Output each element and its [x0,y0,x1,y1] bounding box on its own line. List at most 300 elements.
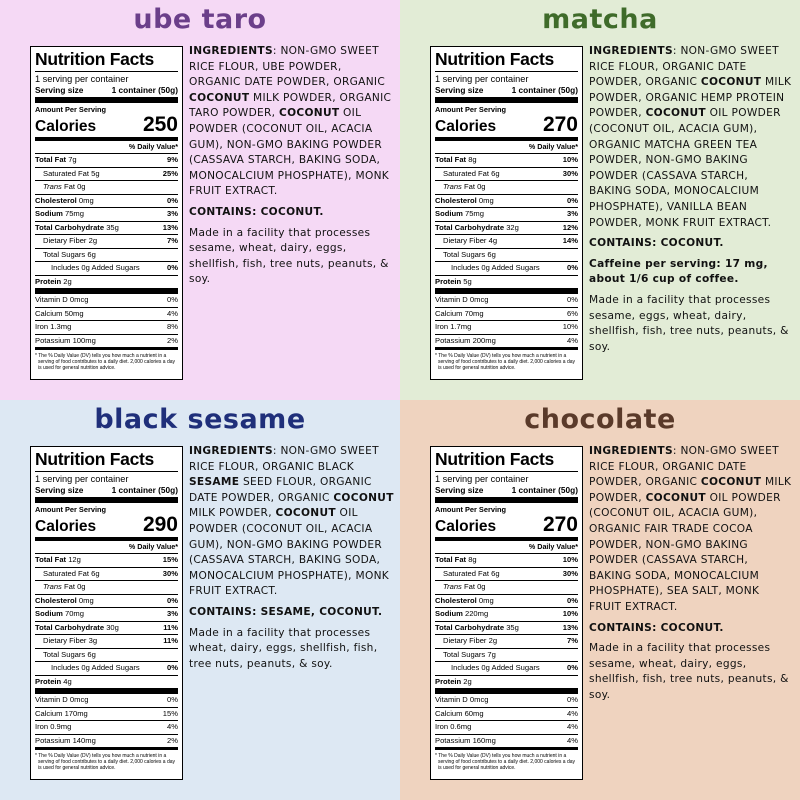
nutrition-facts-title: Nutrition Facts [35,450,178,472]
nutrient-daily-value: 0% [167,263,178,272]
nutrient-row [35,735,178,751]
nutrient-row [435,168,578,182]
nutrient-daily-value: 3% [167,209,178,218]
caffeine-info: Caffeine per serving: 17 mg, about 1/6 cup of coffee. [589,257,768,286]
nutrient-name: Iron [435,322,449,331]
nutrient-amount: 12g [68,555,81,564]
nutrient-name: Vitamin D [435,295,468,304]
nutrient-name: Total Carbohydrate [435,222,505,232]
nutrient-row [35,635,178,649]
nutrient-row [435,635,578,649]
nutrient-amount: Fat 0g [463,582,486,591]
nutrient-row [435,662,578,676]
nutrient-daily-value: 4% [567,708,578,718]
ingredient-text: OIL POWDER (COCONUT OIL, ACACIA GUM), NON-GMO BAKING POWDER (CASSAVA STARCH, BAKING SODA, MONOCALCIUM PHOSPHATE), MONK FRUIT EXTRACT. [189,507,390,598]
ingredient-text: MILK POWDER, ORGANIC TARO POWDER, [189,91,392,120]
nutrient-name: Protein [35,276,62,286]
nutrient-name-amount [435,608,488,621]
ingredients-text [189,444,394,600]
nutrient-amount: 2g [463,676,472,686]
nutrient-amount: 35g [106,222,119,232]
amount-per-serving: Amount Per Serving [35,105,107,114]
nutrient-name-amount [443,635,497,648]
nutrient-name-amount [435,294,488,307]
product-description [589,44,794,360]
nutrient-name-amount [43,568,100,581]
nutrient-daily-value: 0% [567,295,578,304]
nutrient-row [35,308,178,322]
product-title: chocolate [524,404,676,435]
nutrient-amount: 35g [506,622,519,632]
nutrient-row [35,335,178,351]
nutrient-name: Includes 0g Added Sugars [451,663,540,672]
nutrient-name: Dietary Fiber [443,236,487,245]
nutrient-name-amount [43,649,96,662]
allergen-contains: CONTAINS: COCONUT. [189,205,324,218]
nutrient-row [35,662,178,676]
panel-black-sesame [0,400,400,800]
product-title: ube taro [133,4,267,35]
nutrient-name: Cholesterol [35,595,77,605]
calories-label: Calories [35,118,97,135]
nutrient-name: Total Carbohydrate [35,622,105,632]
calories-row [35,514,178,541]
nutrient-name: Saturated Fat [43,168,90,178]
nutrient-name: Includes 0g Added Sugars [51,263,140,272]
nutrient-name: Total Fat [35,155,67,164]
nutrient-daily-value: 30% [562,568,578,578]
nutrient-amount: 0.9mg [50,722,72,731]
nutrient-amount: 0mcg [69,295,89,304]
nutrient-amount: 160mg [472,735,496,745]
nutrient-amount: 3g [88,636,98,645]
nutrient-row [35,195,178,209]
nutrient-amount: 0.6mg [450,722,472,731]
nutrient-name-amount [435,735,496,748]
nutrient-name-amount [35,208,84,221]
nutrient-name-amount [435,554,477,567]
nutrient-row [35,608,178,622]
nutrition-facts-label [30,46,183,380]
nutrient-name-amount [443,249,496,262]
nutrient-name: Total Fat [435,555,467,564]
ingredient-highlight: COCONUT [700,476,762,489]
nutrient-name-amount [35,222,119,235]
nutrient-daily-value: 0% [167,663,178,672]
nutrient-amount: 0mg [78,195,94,205]
ingredient-highlight: COCONUT [279,107,340,120]
ingredient-text: SEED FLOUR, ORGANIC DATE POWDER, ORGANIC [189,476,372,504]
ingredient-highlight: COCONUT [189,91,250,104]
nutrient-daily-value: 8% [167,322,178,331]
product-description [189,44,394,293]
nutrient-daily-value: 15% [162,708,178,718]
nutrient-amount: 6g [91,568,100,578]
nutrient-daily-value: 2% [167,735,178,745]
amount-per-serving: Amount Per Serving [35,505,107,514]
nutrient-row [35,235,178,249]
nutrient-daily-value: 0% [567,663,578,672]
nutrient-name: Saturated Fat [43,568,90,578]
calories-value: 270 [542,513,578,536]
nutrient-amount: 8g [468,555,477,564]
nutrient-name-amount [435,276,472,289]
daily-value-footnote: * The % Daily Value (DV) tells you how much a nutrient in a serving of food contributes to a daily diet. 2,000 calories a day is used for general nutrition advice. [35,753,176,772]
nutrient-name: Calcium [35,308,63,318]
nutrient-amount: 6g [491,568,500,578]
nutrient-name: Potassium [35,735,71,745]
ingredient-highlight: INGREDIENTS [189,45,273,57]
nutrient-row [435,308,578,322]
nutrient-daily-value: 0% [167,695,178,704]
nutrient-daily-value: 4% [567,722,578,731]
nutrient-row [35,154,178,168]
ingredient-text: : NON-GMO SWEET RICE FLOUR, ORGANIC DATE POWDER, ORGANIC [589,445,779,489]
nutrient-name: Protein [435,676,462,686]
nutrient-daily-value: 0% [567,263,578,272]
nutrient-row [435,235,578,249]
nutrition-facts-title: Nutrition Facts [35,50,178,72]
servings-per-container: 1 serving per container [35,474,129,484]
facility-warning: Made in a facility that processes sesame, wheat, dairy, eggs, shellfish, fish, tree nuts, peanuts, & soy. [189,226,389,286]
nutrient-row [435,676,578,695]
nutrient-name-amount [35,694,88,707]
serving-size-label: Serving size [35,85,84,95]
nutrient-name: Trans [443,582,462,591]
nutrient-amount: 70mg [64,609,84,618]
nutrient-row [35,168,178,182]
nutrition-facts-label [30,446,183,780]
daily-value-header: % Daily Value* [435,541,578,554]
nutrient-name: Sodium [435,609,463,618]
nutrient-name: Includes 0g Added Sugars [451,263,540,272]
nutrient-name-amount [435,208,484,221]
nutrient-name-amount [43,235,97,248]
daily-value-footnote: * The % Daily Value (DV) tells you how much a nutrient in a serving of food contributes to a daily diet. 2,000 calories a day is used for general nutrition advice. [435,353,576,372]
nutrient-amount: 1.7mg [450,322,472,331]
nutrient-amount: 75mg [464,209,484,218]
nutrient-name-amount [435,622,519,635]
nutrient-amount: Fat 0g [63,582,86,591]
nutrient-name-amount [435,335,496,348]
nutrient-name-amount [35,321,71,334]
nutrient-name: Trans [443,182,462,191]
calories-row [435,114,578,141]
amount-per-serving: Amount Per Serving [435,105,507,114]
allergen-contains: CONTAINS: COCONUT. [589,621,724,634]
nutrient-amount: Fat 0g [463,182,486,191]
nutrient-amount: 0mg [478,195,494,205]
nutrient-row [35,321,178,335]
nutrient-row [35,595,178,609]
nutrient-daily-value: 0% [167,595,178,605]
nutrient-row [35,581,178,595]
ingredients-text [589,44,794,231]
nutrient-row [435,568,578,582]
nutrient-row [35,208,178,222]
daily-value-header: % Daily Value* [35,541,178,554]
nutrient-name-amount [443,568,500,581]
calories-row [435,514,578,541]
nutrient-name-amount [35,195,94,208]
nutrient-row [435,195,578,209]
nutrient-name: Vitamin D [35,295,68,304]
nutrient-name-amount [451,662,540,675]
nutrient-name: Vitamin D [435,695,468,704]
nutrient-daily-value: 10% [562,155,578,164]
ingredient-highlight: COCONUT [645,107,706,120]
nutrient-amount: 32g [506,222,519,232]
nutrient-amount: Fat 0g [63,182,86,191]
nutrient-row [35,294,178,308]
nutrient-name: Calcium [435,708,463,718]
nutrient-row [35,649,178,663]
nutrient-name: Saturated Fat [443,568,490,578]
servings-per-container: 1 serving per container [435,74,529,84]
nutrient-daily-value: 3% [167,609,178,618]
calories-value: 250 [142,113,178,136]
nutrient-row [35,694,178,708]
nutrient-daily-value: 7% [167,236,178,245]
nutrient-name: Iron [35,722,49,731]
ingredient-highlight: INGREDIENTS [189,445,273,457]
nutrient-amount: 140mg [72,735,96,745]
nutrient-name-amount [435,708,484,721]
serving-size-value: 1 container (50g) [511,485,578,495]
allergen-contains: CONTAINS: SESAME, COCONUT. [189,605,383,618]
nutrient-name: Trans [43,182,62,191]
nutrient-daily-value: 11% [163,636,178,645]
nutrient-amount: 220mg [464,609,489,618]
ingredient-highlight: SESAME [189,476,240,489]
product-description [589,444,794,709]
allergen-contains: CONTAINS: COCONUT. [589,237,724,250]
nutrient-name: Saturated Fat [443,168,490,178]
nutrient-name: Iron [435,722,449,731]
nutrient-name-amount [35,276,72,289]
product-title: black sesame [94,404,306,435]
nutrient-row [35,276,178,295]
facility-warning: Made in a facility that processes sesame, eggs, wheat, dairy, shellfish, fish, tree nuts, peanuts, & soy. [589,293,789,353]
facility-warning: Made in a facility that processes wheat, dairy, eggs, shellfish, fish, tree nuts, peanuts, & soy. [189,626,378,670]
nutrient-daily-value: 4% [167,308,178,318]
nutrient-name-amount [43,635,97,648]
nutrient-name: Potassium [435,735,471,745]
calories-label: Calories [435,518,497,535]
serving-size-row [35,85,178,103]
ingredient-highlight: INGREDIENTS [589,445,673,457]
nutrient-name: Sodium [35,609,63,618]
calories-label: Calories [435,118,497,135]
nutrient-name-amount [443,181,486,194]
nutrient-row [435,208,578,222]
ingredient-highlight: COCONUT [275,507,336,520]
nutrient-amount: 5g [91,168,100,178]
nutrient-daily-value: 13% [162,222,178,232]
nutrient-row [35,721,178,735]
nutrient-name: Total Sugars [43,249,86,259]
nutrient-row [35,554,178,568]
nutrient-row [435,649,578,663]
nutrient-name-amount [435,154,477,167]
nutrient-row [435,622,578,636]
ingredient-text: MILK POWDER, [589,476,792,504]
nutrient-row [435,276,578,295]
ingredient-text: : NON-GMO SWEET RICE FLOUR, ORGANIC DATE POWDER, ORGANIC [589,45,779,89]
nutrient-name-amount [435,721,471,734]
nutrient-name: Cholesterol [435,195,477,205]
ingredient-text: MILK POWDER, [189,507,276,520]
nutrient-name: Vitamin D [35,695,68,704]
nutrient-name-amount [51,662,140,675]
nutrient-amount: 200mg [472,335,496,345]
nutrient-daily-value: 11% [163,622,178,632]
nutrient-name-amount [35,154,77,167]
nutrient-daily-value: 10% [562,609,578,618]
nutrient-amount: 0mcg [469,295,489,304]
nutrient-daily-value: 4% [567,735,578,745]
serving-size-row [435,85,578,103]
nutrient-amount: 60mg [464,708,484,718]
nutrient-row [35,708,178,722]
serving-size-label: Serving size [35,485,84,495]
nutrient-amount: 1.3mg [50,322,72,331]
ingredient-highlight: COCONUT [645,491,706,504]
nutrient-daily-value: 9% [167,155,178,164]
serving-size-value: 1 container (50g) [111,485,178,495]
nutrient-daily-value: 0% [567,195,578,205]
nutrient-row [435,335,578,351]
nutrient-name: Protein [35,676,62,686]
nutrient-daily-value: 4% [167,722,178,731]
nutrient-name-amount [435,321,471,334]
nutrient-name-amount [443,649,496,662]
nutrient-row [35,262,178,276]
nutrient-name: Iron [35,322,49,331]
nutrient-amount: 75mg [64,209,84,218]
nutrient-daily-value: 0% [567,695,578,704]
nutrient-row [435,608,578,622]
nutrient-row [435,721,578,735]
nutrient-amount: 6g [87,249,96,259]
nutrient-row [435,554,578,568]
nutrient-amount: 0mg [478,595,494,605]
nutrient-daily-value: 0% [567,595,578,605]
nutrient-name: Cholesterol [35,195,77,205]
nutrient-row [35,676,178,695]
nutrient-row [435,581,578,595]
nutrient-name: Trans [43,582,62,591]
nutrient-name: Potassium [435,335,471,345]
nutrient-row [35,222,178,236]
nutrient-name: Dietary Fiber [43,636,87,645]
nutrient-name: Includes 0g Added Sugars [51,663,140,672]
nutrient-amount: 7g [68,155,77,164]
amount-per-serving: Amount Per Serving [435,505,507,514]
nutrient-name: Total Carbohydrate [35,222,105,232]
nutrient-amount: 6g [487,249,496,259]
nutrient-name-amount [35,335,96,348]
nutrient-row [35,622,178,636]
nutrient-name: Total Sugars [43,649,86,659]
ingredient-text: OIL POWDER (COCONUT OIL, ACACIA GUM), ORGANIC FAIR TRADE COCOA POWDER, NON-GMO BAKING POWDER (CASSAVA STARCH, BAKING SODA, MONOCALCIUM PHOSPHATE), SEA SALT, MONK FRUIT EXTRACT. [589,491,781,613]
ingredient-text: OIL POWDER (COCONUT OIL, ACACIA GUM), NON-GMO BAKING POWDER (CASSAVA STARCH, BAKING SODA, MONOCALCIUM PHOSPHATE), MONK FRUIT EXTRACT. [189,107,390,198]
nutrient-name-amount [435,222,519,235]
ingredient-highlight: COCONUT [700,76,762,89]
nutrient-name: Cholesterol [435,595,477,605]
nutrient-row [435,595,578,609]
ingredients-text [589,444,794,616]
nutrient-name-amount [43,181,86,194]
nutrient-name-amount [43,581,86,594]
nutrient-daily-value: 2% [167,335,178,345]
nutrient-amount: 100mg [72,335,96,345]
serving-size-value: 1 container (50g) [111,85,178,95]
nutrient-amount: 7g [487,649,496,659]
nutrient-name-amount [435,676,472,689]
nutrient-daily-value: 15% [162,555,178,564]
nutrient-name-amount [43,249,96,262]
ingredient-highlight: COCONUT [333,491,394,504]
nutrient-name: Sodium [435,209,463,218]
nutrition-facts-title: Nutrition Facts [435,450,578,472]
serving-size-row [35,485,178,503]
nutrient-daily-value: 3% [567,209,578,218]
nutrient-row [435,735,578,751]
nutrient-name-amount [451,262,540,275]
panel-chocolate [400,400,800,800]
nutrient-row [35,568,178,582]
ingredient-highlight: INGREDIENTS [589,45,673,57]
nutrient-name-amount [51,262,140,275]
nutrient-row [435,154,578,168]
nutrient-amount: 4g [488,236,498,245]
nutrient-name-amount [43,168,100,181]
nutrient-row [435,222,578,236]
calories-row [35,114,178,141]
nutrient-name: Total Fat [35,555,67,564]
nutrient-row [435,321,578,335]
ingredient-text: OIL POWDER (COCONUT OIL, ACACIA GUM), ORGANIC MATCHA GREEN TEA POWDER, NON-GMO BAKING POWDER (CASSAVA STARCH, BAKING SODA, MONOCALCIUM PHOSPHATE), VANILLA BEAN POWDER, MONK FRUIT EXTRACT. [589,107,781,229]
nutrient-name-amount [35,554,81,567]
panel-ube-taro [0,0,400,400]
nutrient-name: Dietary Fiber [443,636,487,645]
daily-value-footnote: * The % Daily Value (DV) tells you how much a nutrient in a serving of food contributes to a daily diet. 2,000 calories a day is used for general nutrition advice. [35,353,176,372]
calories-label: Calories [35,518,97,535]
nutrition-facts-title: Nutrition Facts [435,50,578,72]
serving-size-label: Serving size [435,85,484,95]
nutrient-name-amount [35,622,119,635]
nutrient-amount: 0mcg [469,695,489,704]
panel-matcha [400,0,800,400]
facility-warning: Made in a facility that processes sesame, wheat, dairy, eggs, shellfish, fish, tree nuts, peanuts, & soy. [589,642,789,701]
nutrient-daily-value: 30% [562,168,578,178]
nutrient-daily-value: 10% [562,555,578,564]
ingredient-text: MILK POWDER, ORGANIC HEMP PROTEIN POWDER, [589,76,792,120]
nutrient-name: Protein [435,276,462,286]
nutrient-name-amount [435,308,484,321]
calories-value: 290 [142,513,178,536]
nutrient-daily-value: 10% [562,322,578,331]
nutrient-amount: 0mcg [69,695,89,704]
nutrient-daily-value: 0% [167,295,178,304]
nutrient-amount: 2g [63,276,72,286]
nutrition-facts-label [430,46,583,380]
nutrient-name-amount [35,676,72,689]
daily-value-footnote: * The % Daily Value (DV) tells you how much a nutrient in a serving of food contributes to a daily diet. 2,000 calories a day is used for general nutrition advice. [435,753,576,772]
nutrient-daily-value: 6% [567,308,578,318]
nutrient-amount: 50mg [64,308,84,318]
